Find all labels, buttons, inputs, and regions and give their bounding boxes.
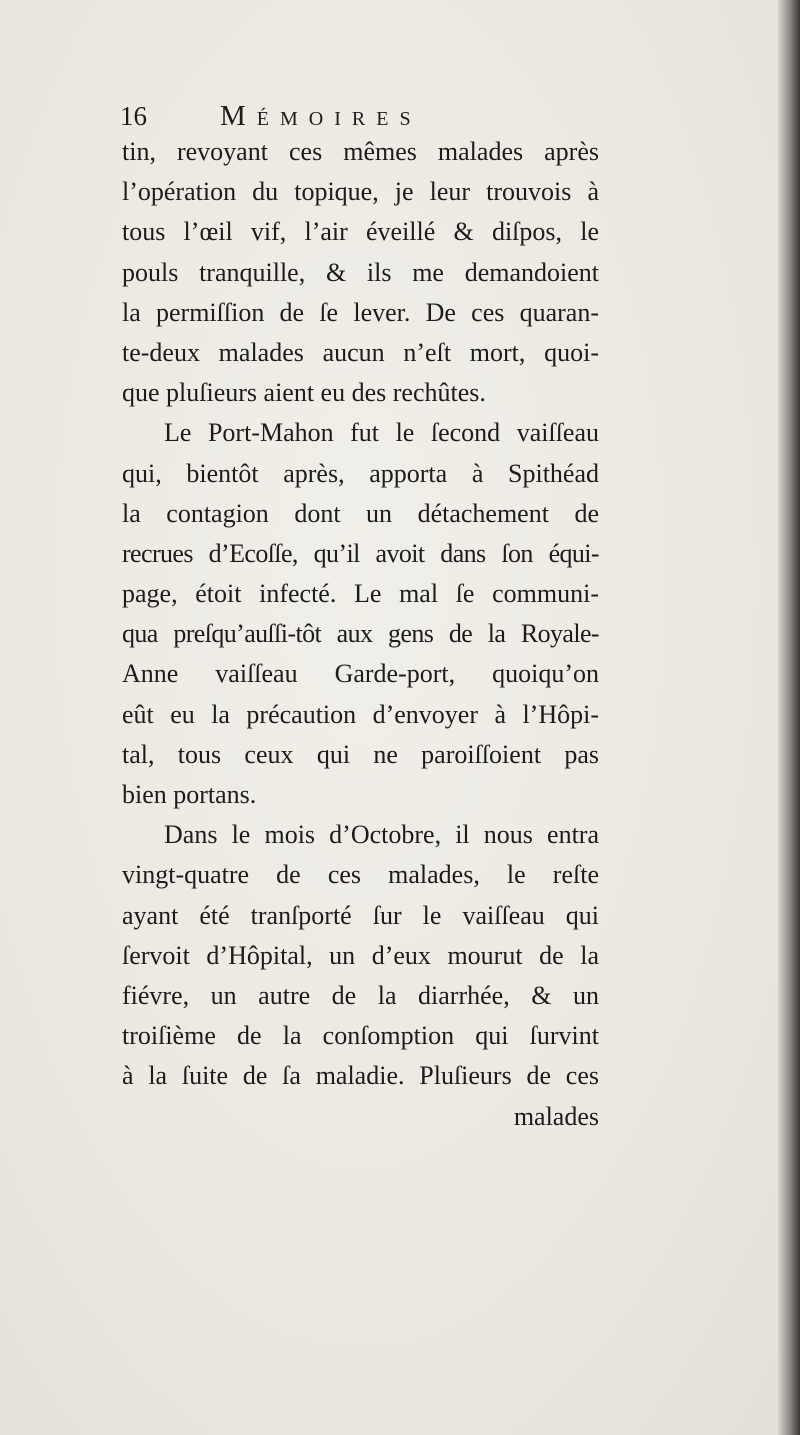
text-line: que pluſieurs aient eu des rechûtes.	[122, 378, 486, 408]
text-line: tin, revoyant ces mêmes malades après	[122, 137, 599, 166]
text-line: te-deux malades aucun n’eſt mort, quoi-	[122, 337, 599, 367]
text-line: bien portans.	[122, 780, 257, 809]
text-line: qui, bientôt après, apporta à Spithéad	[122, 458, 599, 488]
text-line: ſervoit d’Hôpital, un d’eux mourut de la	[122, 940, 599, 970]
book-spine-shadow	[778, 0, 800, 1435]
text-line: eût eu la précaution d’envoyer à l’Hôpi-	[122, 699, 599, 729]
text-line: ayant été tranſporté ſur le vaiſſeau qui	[122, 900, 599, 930]
text-line: la contagion dont un détachement de	[122, 498, 599, 528]
text-line: page, étoit infecté. Le mal ſe communi-	[122, 579, 599, 609]
text-line: à la ſuite de ſa maladie. Pluſieurs de ces	[122, 1061, 599, 1091]
text-line: troiſième de la conſomption qui ſurvint	[122, 1021, 599, 1051]
text-line: la permiſſion de ſe lever. De ces quaran-	[122, 297, 599, 327]
body-text	[122, 132, 599, 1137]
text-line: qua preſqu’auſſi-tôt aux gens de la Royale-	[122, 619, 599, 649]
paragraph-start-line: Dans le mois d’Octobre, il nous entra	[164, 820, 599, 850]
text-line: l’opération du topique, je leur trouvois à	[122, 177, 599, 207]
text-line: pouls tranquille, & ils me demandoient	[122, 257, 599, 287]
page-number: 16	[120, 101, 147, 131]
text-line: recrues d’Ecoſſe, qu’il avoit dans ſon équi-	[122, 538, 599, 568]
text-line: tous l’œil vif, l’air éveillé & diſpos, le	[122, 217, 599, 247]
catchword: malades	[513, 1101, 599, 1131]
text-line: vingt-quatre de ces malades, le reſte	[122, 860, 599, 890]
text-line: tal, tous ceux qui ne paroiſſoient pas	[122, 739, 599, 769]
text-line: Anne vaiſſeau Garde-port, quoiqu’on	[122, 659, 599, 689]
paragraph-start-line: Le Port-Mahon fut le ſecond vaiſſeau	[164, 418, 599, 448]
text-line: fiévre, un autre de la diarrhée, & un	[122, 980, 599, 1010]
running-title: Mémoires	[220, 100, 422, 132]
running-head	[120, 96, 600, 136]
